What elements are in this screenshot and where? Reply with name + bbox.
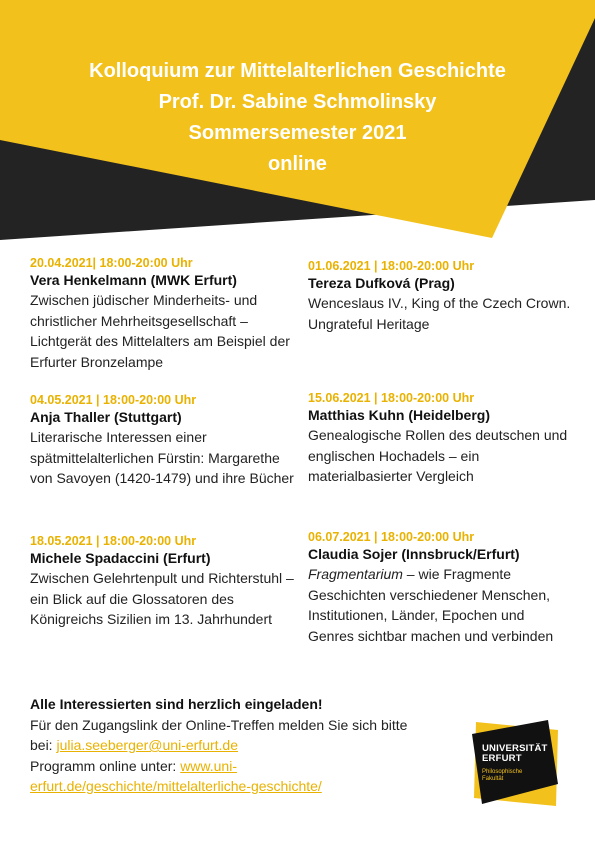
event-item	[30, 533, 295, 630]
event-topic	[308, 564, 573, 646]
logo-sub1: Philosophische	[482, 769, 523, 775]
event-date: 01.06.2021 | 18:00-20:00 Uhr	[308, 259, 475, 273]
event-speaker: Anja Thaller (Stuttgart)	[30, 409, 182, 425]
event-topic-italic: Fragmentarium	[308, 566, 403, 582]
university-logo	[472, 720, 562, 810]
professor-name: Prof. Dr. Sabine Schmolinsky	[158, 91, 437, 113]
event-speaker: Matthias Kuhn (Heidelberg)	[308, 407, 491, 423]
semester: Sommersemester 2021	[188, 122, 407, 144]
logo-line2: ERFURT	[482, 753, 522, 764]
program-link-part2[interactable]: erfurt.de/geschichte/mittelalterliche-geschichte/	[30, 778, 322, 794]
logo-shape	[472, 720, 562, 810]
event-speaker: Tereza Dufková (Prag)	[308, 275, 455, 291]
logo-line1: UNIVERSITÄT	[482, 743, 548, 754]
event-item	[308, 258, 573, 334]
event-topic-rest: – wie Fragmente Geschichten verschiedener Menschen, Institutionen, Länder, Epochen und Genres sichtbar machen und verbinden	[308, 566, 554, 644]
event-topic: Zwischen jüdischer Minderheits- und christlicher Mehrheitsgesellschaft – Lichtgerät des Mittelalters am Beispiel der Erfurter Bronzelampe	[30, 292, 290, 370]
invitation: Alle Interessierten sind herzlich eingeladen!	[30, 696, 323, 712]
format: online	[268, 153, 327, 175]
program-link-part1[interactable]: www.uni-	[180, 757, 237, 774]
event-speaker: Michele Spadaccini (Erfurt)	[30, 550, 211, 566]
logo-sub2: Fakultät	[482, 776, 504, 782]
event-date: 04.05.2021 | 18:00-20:00 Uhr	[30, 393, 197, 407]
colloquium-title: Kolloquium zur Mittelalterlichen Geschichte	[89, 60, 506, 82]
contact-line	[30, 735, 460, 756]
footer-info	[30, 694, 460, 797]
contact-prefix: bei:	[30, 737, 57, 753]
program-url-line	[30, 776, 460, 797]
event-date: 20.04.2021| 18:00-20:00 Uhr	[30, 256, 193, 270]
email-link[interactable]: julia.seeberger@uni-erfurt.de	[56, 737, 238, 753]
program-line	[30, 756, 460, 777]
event-date: 18.05.2021 | 18:00-20:00 Uhr	[30, 534, 197, 548]
event-item	[308, 529, 573, 646]
event-topic: Zwischen Gelehrtenpult und Richterstuhl – ein Blick auf die Glossatoren des Königreichs Sizilien im 13. Jahrhundert	[30, 570, 294, 627]
event-item	[30, 255, 295, 372]
event-speaker: Claudia Sojer (Innsbruck/Erfurt)	[308, 546, 520, 562]
logo-faculty	[482, 769, 522, 783]
event-topic: Literarische Interessen einer spätmittelalterlichen Fürstin: Margarethe von Savoyen (1420-1479) und ihre Bücher	[30, 429, 294, 486]
event-speaker: Vera Henkelmann (MWK Erfurt)	[30, 272, 237, 288]
event-topic: Wenceslaus IV., King of the Czech Crown. Ungrateful Heritage	[308, 295, 571, 332]
logo-wordmark	[482, 744, 548, 764]
event-item	[308, 390, 573, 487]
header-title	[0, 56, 595, 180]
event-date: 06.07.2021 | 18:00-20:00 Uhr	[308, 530, 475, 544]
event-item	[30, 392, 295, 489]
program-prefix: Programm online unter:	[30, 757, 181, 774]
access-info: Für den Zugangslink der Online-Treffen melden Sie sich bitte	[30, 716, 408, 733]
event-date: 15.06.2021 | 18:00-20:00 Uhr	[308, 391, 475, 405]
event-topic: Genealogische Rollen des deutschen und englischen Hochadels – ein materialbasierter Vergleich	[308, 427, 568, 484]
